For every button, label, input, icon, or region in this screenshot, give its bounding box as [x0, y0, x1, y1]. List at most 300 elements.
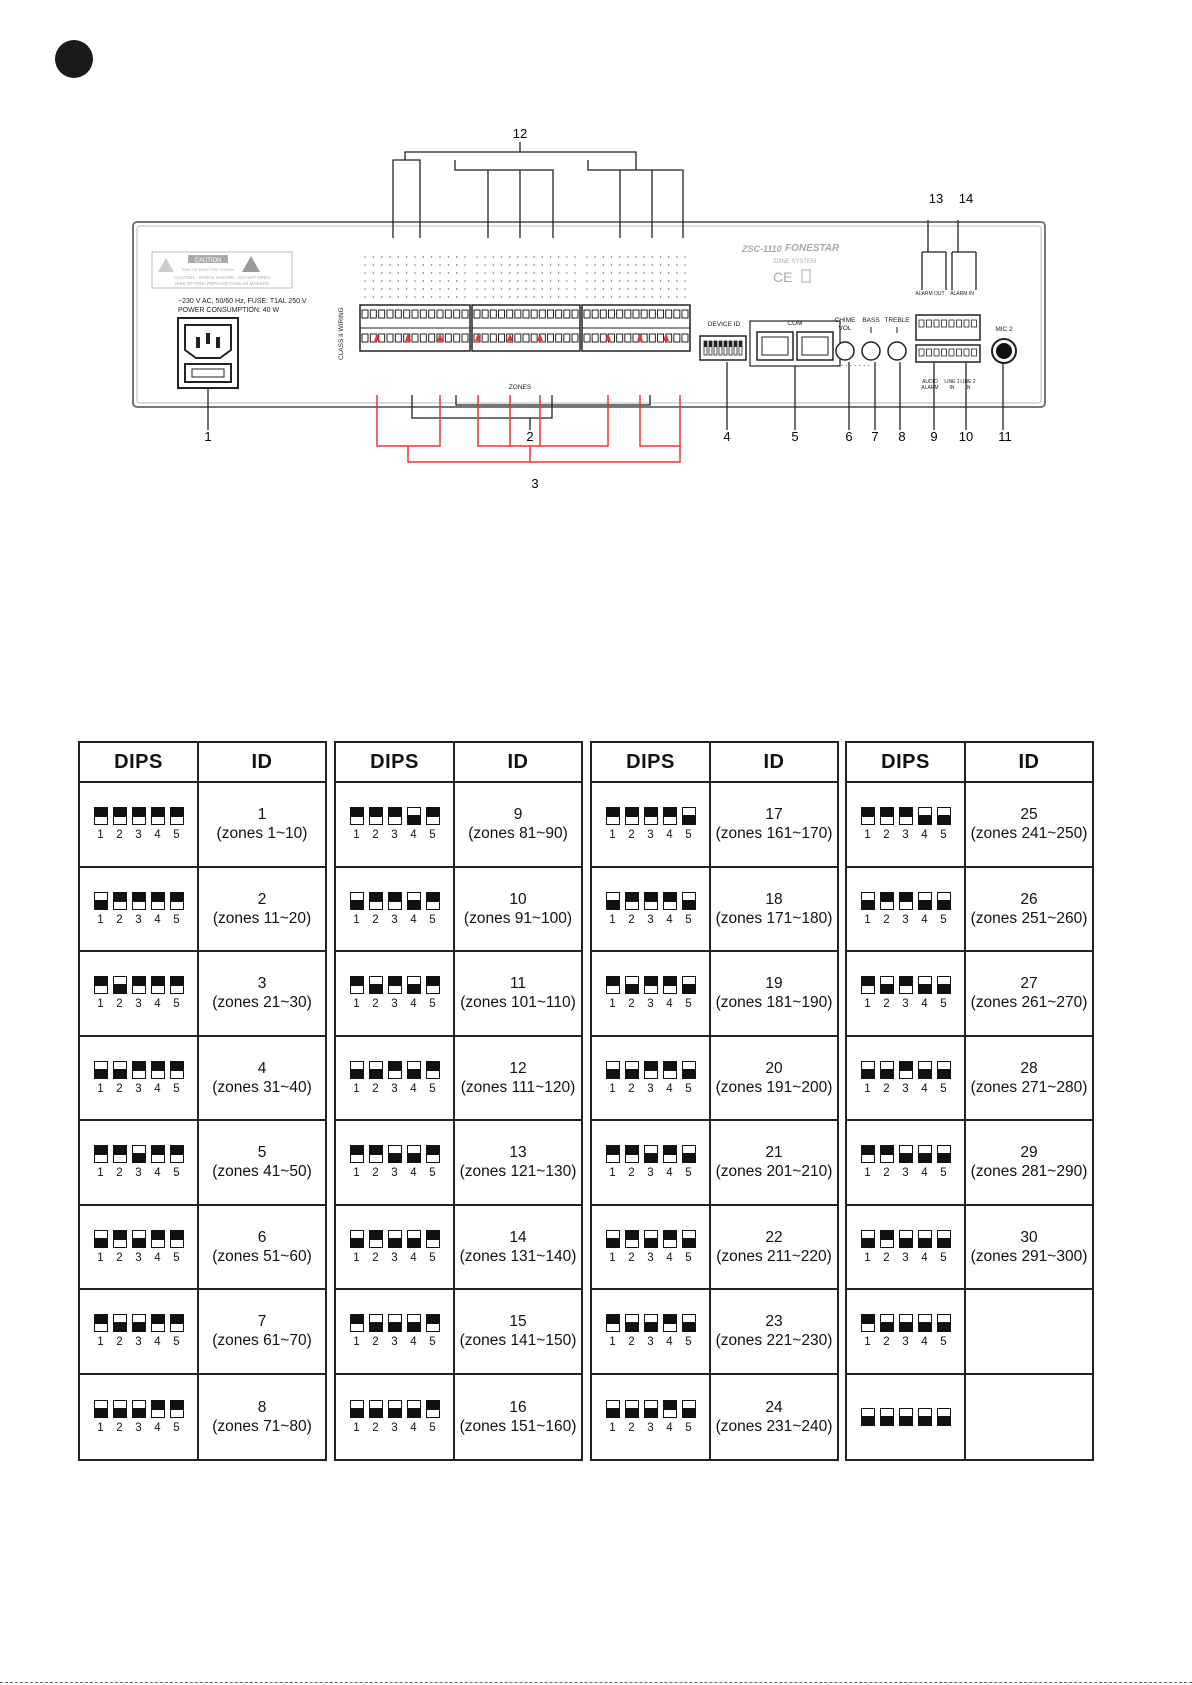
terminal-pin: [609, 310, 615, 318]
line1-in-label: IN: [949, 385, 955, 391]
switch-number: 1: [353, 829, 360, 842]
switch-number: 4: [410, 1167, 417, 1180]
switch-number: 1: [864, 998, 871, 1011]
switch-number: 4: [921, 1167, 928, 1180]
callout-13: 13: [928, 191, 944, 206]
switch-number: 1: [353, 1167, 360, 1180]
alarm-terminal-block: [916, 315, 980, 340]
device-id-value: 1: [257, 806, 267, 824]
switch-number: 4: [666, 1167, 673, 1180]
dip-switches: [94, 1145, 184, 1163]
table-row: [847, 783, 1092, 868]
switch-number: 4: [921, 913, 928, 926]
switch-number: 1: [97, 1167, 104, 1180]
id-header: ID: [1018, 750, 1040, 773]
switch-number: 5: [685, 1336, 692, 1349]
table-row: [80, 1037, 325, 1122]
switch-number: 5: [429, 1251, 436, 1264]
terminal-pin: [499, 310, 505, 318]
dip-switch: [426, 892, 440, 910]
switch-number: 3: [647, 829, 654, 842]
dip-switch: [369, 1230, 383, 1248]
dip-switch: [94, 1061, 108, 1079]
switch-numbers: [861, 1167, 951, 1179]
id-cell: [199, 1037, 325, 1120]
dip-switch: [606, 1400, 620, 1418]
zones-range: (zones 271~280): [970, 1078, 1088, 1096]
dip-switches: [350, 1314, 440, 1332]
switch-number: 2: [628, 1421, 635, 1434]
terminal-pin: [658, 310, 664, 318]
dip-switch: [350, 1314, 364, 1332]
zones-range: (zones 71~80): [212, 1417, 312, 1435]
switch-numbers: [606, 1167, 696, 1179]
dip-switch: [388, 976, 402, 994]
terminal-pin: [395, 334, 401, 342]
dip-switch: [350, 1230, 364, 1248]
terminal-pin: [362, 310, 368, 318]
switch-number: 2: [883, 913, 890, 926]
switch-number: 5: [685, 998, 692, 1011]
device-id-value: 9: [513, 806, 523, 824]
dip-switches: [606, 1061, 696, 1079]
device-id-value: 27: [1020, 975, 1038, 993]
dip-switch: [369, 1314, 383, 1332]
dip-switch: [861, 807, 875, 825]
switch-number: 2: [628, 1167, 635, 1180]
switch-number: 3: [391, 913, 398, 926]
class-wiring-label: CLASS II WIRING: [338, 307, 345, 360]
terminal-pin: [548, 334, 554, 342]
device-id-value: 5: [257, 1144, 267, 1162]
switch-numbers: [606, 1083, 696, 1095]
switch-number: 1: [353, 913, 360, 926]
switch-number: 5: [173, 1082, 180, 1095]
table-row: [592, 1037, 837, 1122]
switch-numbers: [94, 829, 184, 841]
switch-number: 5: [940, 1251, 947, 1264]
terminal-pin: [445, 310, 451, 318]
line-pin: [949, 349, 954, 356]
dip-switch: [151, 1314, 165, 1332]
id-header: ID: [251, 750, 273, 773]
dip-setting: [80, 1290, 199, 1373]
terminal-pin: [507, 310, 513, 318]
mic2-label: MIC 2: [995, 326, 1013, 333]
switch-numbers: [350, 1422, 440, 1434]
dip-switch: [426, 1400, 440, 1418]
dip-setting: [80, 783, 199, 866]
terminal-pin: [682, 334, 688, 342]
switch-number: 5: [940, 913, 947, 926]
dip-switch: [880, 1145, 894, 1163]
table-row: [592, 1375, 837, 1460]
device-id-value: 29: [1020, 1144, 1038, 1162]
dip-switch: [132, 1314, 146, 1332]
terminal-pin: [617, 310, 623, 318]
switch-number: 1: [864, 913, 871, 926]
callout-3: 3: [531, 476, 539, 491]
switch-number: 5: [685, 913, 692, 926]
switch-number: 5: [685, 1421, 692, 1434]
terminal-pin: [499, 334, 505, 342]
dip-switches: [861, 1230, 951, 1248]
switch-number: 3: [902, 1082, 909, 1095]
terminal-pin: [387, 310, 393, 318]
dip-switch: [918, 1408, 932, 1426]
switch-number: 5: [429, 998, 436, 1011]
dip-setting: [80, 1121, 199, 1204]
id-cell: [455, 868, 581, 951]
switch-numbers: [94, 1252, 184, 1264]
dip-switch: [880, 892, 894, 910]
dip-switches: [861, 807, 951, 825]
dip-switch: [682, 1230, 696, 1248]
terminal-pin: [490, 334, 496, 342]
table-row: [336, 1121, 581, 1206]
terminal-pin: [429, 310, 435, 318]
switch-number: 5: [429, 1336, 436, 1349]
terminal-pin: [625, 310, 631, 318]
dip-switch: [880, 1314, 894, 1332]
id-cell: [966, 1375, 1092, 1460]
terminal-pin: [556, 334, 562, 342]
terminal-pin: [404, 310, 410, 318]
switch-number: 1: [97, 829, 104, 842]
switch-number: 2: [116, 1251, 123, 1264]
terminal-pin: [584, 334, 590, 342]
dip-switch: [899, 1230, 913, 1248]
power-consumption: POWER CONSUMPTION: 40 W: [178, 307, 280, 314]
dip-switch: [94, 1145, 108, 1163]
dip-switch: [644, 1314, 658, 1332]
dip-switch: [170, 892, 184, 910]
dip-switch: [170, 976, 184, 994]
dip-switch: [899, 1314, 913, 1332]
dip-switch: [170, 1314, 184, 1332]
dip-switches: [606, 892, 696, 910]
switch-numbers: [861, 914, 951, 926]
zones-range: (zones 21~30): [212, 994, 312, 1012]
switch-number: 4: [154, 1082, 161, 1095]
dip-switch: [663, 1145, 677, 1163]
switch-number: 1: [864, 1082, 871, 1095]
line2-label: LINE 2: [960, 379, 976, 385]
switch-number: 2: [116, 1336, 123, 1349]
device-id-value: 22: [765, 1228, 783, 1246]
id-cell: [966, 783, 1092, 866]
dip-setting: [847, 783, 966, 866]
dip-switches: [94, 1314, 184, 1332]
alarm-pin: [972, 320, 977, 327]
switch-number: 5: [940, 1167, 947, 1180]
switch-number: 3: [135, 1082, 142, 1095]
callout-5: 5: [791, 429, 799, 444]
dip-setting: [592, 868, 711, 951]
terminal-pin: [666, 310, 672, 318]
table-row: [336, 1290, 581, 1375]
dip-setting: [592, 1375, 711, 1460]
dip-switches: [861, 1061, 951, 1079]
zones-range: (zones 111~120): [460, 1078, 576, 1096]
switch-number: 4: [154, 913, 161, 926]
table-row: [80, 868, 325, 953]
switch-number: 1: [353, 1082, 360, 1095]
dip-switch: [937, 1145, 951, 1163]
switch-number: 3: [902, 998, 909, 1011]
dip-switches: [861, 892, 951, 910]
dip-setting: [847, 1206, 966, 1289]
alarm-pin: [934, 320, 939, 327]
table-header: [336, 743, 581, 783]
terminal-pin: [531, 334, 537, 342]
switch-number: 4: [921, 998, 928, 1011]
id-cell: [711, 868, 837, 951]
switch-number: 3: [391, 1336, 398, 1349]
switch-number: 4: [154, 1167, 161, 1180]
zones-range: (zones 201~210): [715, 1163, 833, 1181]
dip-switch: [937, 892, 951, 910]
dip-switch: [880, 1408, 894, 1426]
dip-switch: [170, 807, 184, 825]
dip-switch: [663, 976, 677, 994]
device-id-value: 6: [257, 1228, 267, 1246]
dip-switch: [861, 1145, 875, 1163]
dip-switch: [861, 892, 875, 910]
alarm-label: ALARM: [921, 385, 939, 391]
id-cell: [711, 1290, 837, 1373]
alarm-pin: [927, 320, 932, 327]
dip-switch: [663, 1061, 677, 1079]
table-row: [336, 1375, 581, 1460]
dip-switch: [170, 1145, 184, 1163]
terminal-pin: [462, 310, 468, 318]
zones-range: (zones 291~300): [970, 1247, 1088, 1265]
callout-1: 1: [204, 429, 212, 444]
dip-switches: [350, 976, 440, 994]
zones-range: (zones 261~270): [970, 994, 1088, 1012]
id-cell: [455, 952, 581, 1035]
device-id-value: 16: [509, 1398, 527, 1416]
switch-numbers: [350, 998, 440, 1010]
id-cell: [711, 1037, 837, 1120]
table-row: [80, 783, 325, 868]
section-bullet: [55, 40, 93, 78]
dip-switch: [899, 1145, 913, 1163]
id-cell: [455, 1037, 581, 1120]
dip-switch: [625, 807, 639, 825]
terminal-pin: [674, 334, 680, 342]
treble-label: TREBLE: [884, 317, 910, 324]
terminal-pin: [454, 310, 460, 318]
dip-switch: [606, 807, 620, 825]
switch-number: 4: [410, 913, 417, 926]
device-id-value: 24: [765, 1398, 783, 1416]
id-cell: [455, 1121, 581, 1204]
zones-range: (zones 81~90): [468, 825, 568, 843]
switch-number: 2: [628, 998, 635, 1011]
dip-switch: [388, 1400, 402, 1418]
dip-setting: [847, 1037, 966, 1120]
dip-switch: [388, 892, 402, 910]
dip-switch: [426, 1314, 440, 1332]
switch-number: 5: [173, 1167, 180, 1180]
dip-setting: [80, 1375, 199, 1460]
dip-switch: [625, 892, 639, 910]
dip-setting: [847, 1121, 966, 1204]
terminal-pin: [649, 334, 655, 342]
switch-number: 3: [391, 1167, 398, 1180]
switch-number: 2: [116, 1082, 123, 1095]
table-row: [336, 1206, 581, 1291]
bass-knob: [862, 342, 880, 360]
dip-switch: [918, 1230, 932, 1248]
dip-switch: [682, 976, 696, 994]
switch-number: 2: [883, 829, 890, 842]
zones-range: (zones 31~40): [212, 1078, 312, 1096]
device-id-value: 30: [1020, 1228, 1038, 1246]
terminal-pin: [474, 310, 480, 318]
dip-switch: [170, 1230, 184, 1248]
switch-number: 1: [97, 913, 104, 926]
dip-setting: [336, 1290, 455, 1373]
switch-number: 2: [883, 1336, 890, 1349]
table-row: [336, 868, 581, 953]
device-id-value: 10: [509, 890, 527, 908]
switch-number: 3: [135, 1167, 142, 1180]
zones-range: (zones 141~150): [459, 1332, 577, 1350]
terminal-pin: [379, 310, 385, 318]
terminal-pin: [445, 334, 451, 342]
switch-number: 3: [391, 998, 398, 1011]
audio-line-terminal-block: [916, 345, 980, 362]
dip-setting: [592, 952, 711, 1035]
dip-switches: [606, 1400, 696, 1418]
dip-switch: [94, 892, 108, 910]
dip-switch: [113, 976, 127, 994]
alarm-pin: [919, 320, 924, 327]
dip-setting: [80, 1206, 199, 1289]
terminal-pin: [515, 310, 521, 318]
audio-label: AUDIO: [922, 379, 938, 385]
dip-switch: [625, 1145, 639, 1163]
dip-setting: [847, 868, 966, 951]
switch-number: 3: [135, 829, 142, 842]
switch-number: 3: [135, 1421, 142, 1434]
dip-switches: [350, 1145, 440, 1163]
terminal-pin: [584, 310, 590, 318]
power-spec: ~230 V AC, 50/60 Hz, FUSE: T1AL 250 V: [178, 298, 307, 305]
dip-setting: [592, 783, 711, 866]
treble-knob: [888, 342, 906, 360]
switch-number: 2: [372, 1167, 379, 1180]
switch-number: 2: [372, 1251, 379, 1264]
model-name: ZSC-1110: [742, 244, 782, 254]
dip-switch: [937, 1230, 951, 1248]
switch-number: 3: [391, 1082, 398, 1095]
terminal-pin: [531, 310, 537, 318]
switch-number: 4: [921, 1251, 928, 1264]
dip-switch: [899, 1061, 913, 1079]
terminal-pin: [429, 334, 435, 342]
id-header: ID: [507, 750, 529, 773]
switch-numbers: [861, 998, 951, 1010]
dip-switch: [663, 892, 677, 910]
dip-switches: [94, 1230, 184, 1248]
device-id-value: 14: [509, 1228, 527, 1246]
dip-switches: [350, 1230, 440, 1248]
dip-switch: [132, 1061, 146, 1079]
switch-number: 1: [609, 913, 616, 926]
dip-switch: [132, 976, 146, 994]
switch-number: 2: [372, 998, 379, 1011]
switch-numbers: [94, 1336, 184, 1348]
dip-switches: [350, 807, 440, 825]
dip-switch: [113, 1230, 127, 1248]
dip-switch: [625, 1314, 639, 1332]
dip-switch: [94, 1230, 108, 1248]
switch-number: 1: [353, 1421, 360, 1434]
switch-numbers: [350, 1083, 440, 1095]
id-cell: [711, 783, 837, 866]
line1-label: LINE 1: [944, 379, 960, 385]
alarm-out-label: ALARM OUT: [915, 291, 945, 297]
switch-number: 2: [628, 1251, 635, 1264]
switch-number: 3: [135, 998, 142, 1011]
switch-number: 1: [609, 1082, 616, 1095]
switch-number: 4: [666, 998, 673, 1011]
dip-switch: [937, 1061, 951, 1079]
dip-switch: [663, 1230, 677, 1248]
switch-number: 3: [135, 913, 142, 926]
dip-switch: [350, 1400, 364, 1418]
zones-range: (zones 231~240): [715, 1417, 833, 1435]
device-id-value: 26: [1020, 890, 1038, 908]
dip-switch: [151, 1061, 165, 1079]
zones-range: (zones 121~130): [459, 1163, 577, 1181]
switch-number: 1: [609, 998, 616, 1011]
switch-number: 2: [883, 1251, 890, 1264]
dip-setting: [847, 1375, 966, 1460]
id-cell: [455, 1375, 581, 1460]
terminal-pin: [370, 310, 376, 318]
dip-switch: [170, 1400, 184, 1418]
switch-numbers: [94, 1422, 184, 1434]
dip-switch: [132, 1400, 146, 1418]
dip-setting: [592, 1206, 711, 1289]
switch-number: 2: [372, 1336, 379, 1349]
dip-switch: [388, 807, 402, 825]
dip-switches: [861, 1145, 951, 1163]
zones-range: (zones 41~50): [212, 1163, 312, 1181]
dip-switch: [606, 1230, 620, 1248]
dip-switch: [94, 1314, 108, 1332]
terminal-pin: [362, 334, 368, 342]
id-cell: [711, 952, 837, 1035]
switch-number: 4: [666, 1421, 673, 1434]
callout-14: 14: [958, 191, 974, 206]
dip-switch: [644, 807, 658, 825]
terminal-pin: [412, 310, 418, 318]
switch-numbers: [606, 914, 696, 926]
switch-number: 2: [372, 1421, 379, 1434]
device-id-value: 11: [509, 975, 527, 993]
dip-switch: [918, 1314, 932, 1332]
id-cell: [966, 1121, 1092, 1204]
chime-vol-knob: [836, 342, 854, 360]
dip-switches: [94, 807, 184, 825]
dip-switch: [606, 1145, 620, 1163]
